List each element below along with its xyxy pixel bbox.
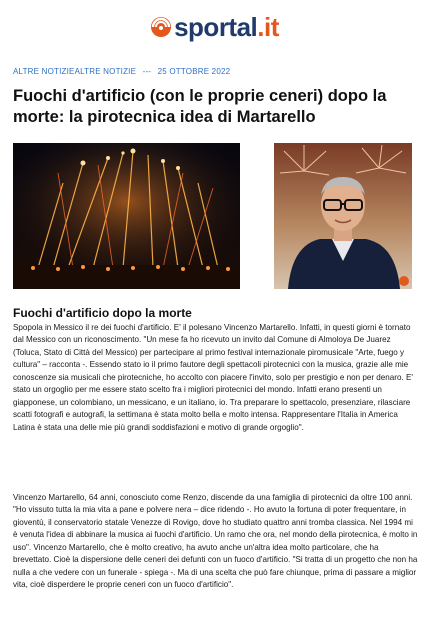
site-logo[interactable] [150,14,279,40]
portrait-image [274,143,412,289]
fireworks-photo [13,143,240,289]
watermark-icon [399,276,409,286]
fireworks-image [13,143,240,289]
category-link[interactable]: ALTRE NOTIZIEALTRE NOTIZIE [13,67,137,76]
publish-date: 25 OTTOBRE 2022 [157,67,231,76]
article-meta [13,67,234,76]
logo-wordmark: sportal.it [174,12,279,42]
article-paragraph: Spopola in Messico il re dei fuochi d'artificio. E' il polesano Vincenzo Martarello. Infatti, in questi giorni è tornato dal Messico con un riconoscimento. "Un mese fa ho ricevuto un invito dal Comune di Almoloya De Juarez (Toluca, Stato di Città del Messico) per partecipare al primo festival internazionale piromusicale "Arte, fuego y cultura" – racconta -. Essendo stato io il primo fautore degli spettacoli pirotecnici con la musica, grazie alle mie conoscenze sia musicali che pirotecniche, ho accolto con piacere l'invito, solo per prestigio e non per denaro. E' stato un orgoglio per me essere stato scelto fra i migliori pirotecnici del mondo. Infatti erano presenti un giapponese, un colombiano, un messicano, e un italiano, io. Tra preparare lo spettacolo, presenziare, rilasciare scatti fotografi e autografi, la settimana è stata molto bella e molto intensa. Rappresentare l'Italia in America Latina è stata una delle mie più grandi soddisfazioni e motivo di grande orgoglio". [13,323,413,432]
article-title: Fuochi d'artificio (con le proprie ceneri) dopo la morte: la pirotecnica idea di Martarello [13,87,387,126]
article-paragraph: Vincenzo Martarello, 64 anni, conosciuto come Renzo, discende da una famiglia di pirotecnici da oltre 100 anni. "Ho vissuto tutta la mia vita a pane e polvere nera – dice ridendo -. Ho avuto la fortuna di poter frequentare, in gioventù, il conservatorio statale Venezze di Rovigo, dove ho studiato quattro anni tromba classica. Nel 1994 mi è venuta l'idea di abbinare la musica ai fuochi d'artificio. Un ramo che ora, nel mondo della pirotecnica, è molto in uso". Vincenzo Martarello, che è molto creativo, ha avuto anche un'altra idea molto particolare, che ha brevettato. Cioè la dispersione delle ceneri dei defunti con un fuoco d'artificio. "Si tratta di un progetto che non ha nulla a che vedere con un funerale - spiega -. Ma di una scelta che può fare chiunque, prima di passare a miglior vita, cioè disperdere le proprie ceneri con un fuoco d'artificio". [13,493,418,590]
section-heading: Fuochi d'artificio dopo la morte [13,306,192,320]
portrait-photo [274,143,412,289]
sportal-logo-icon [150,16,172,38]
meta-separator: --- [142,67,152,76]
site-header [0,14,429,43]
